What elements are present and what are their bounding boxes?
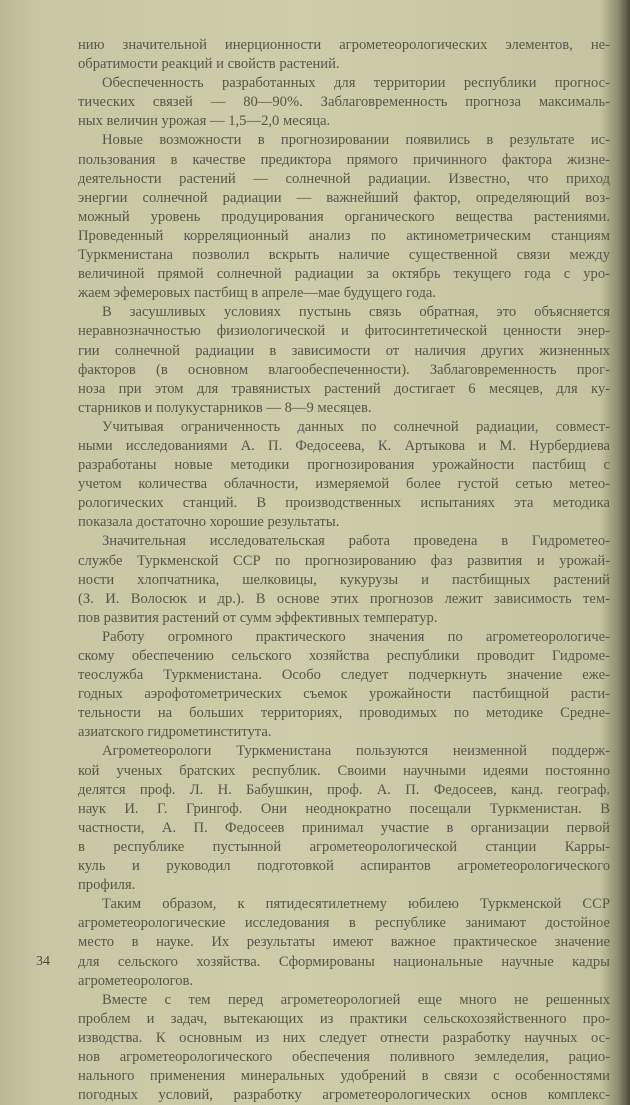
paragraph [78, 742, 610, 895]
text-line: Вместе с тем перед агрометеорологией еще много не решенных [102, 991, 610, 1008]
text-line: ности хлопчатника, шелковицы, кукурузы и пастбищных растений [78, 571, 610, 588]
text-line: Новые возможности в прогнозировании появились в результате ис- [102, 132, 610, 149]
paragraph [78, 418, 610, 533]
text-line: Значительная исследовательская работа проведена в Гидрометео- [102, 533, 610, 550]
text-line: проблем и задач, вытекающих из практики сельскохозяйственного про- [78, 1010, 610, 1027]
text-line: делятся проф. Л. Н. Бабушкин, проф. А. П. Федосеев, канд. географ. [78, 781, 610, 798]
text-line: Учитывая ограниченность данных по солнечной радиации, совмест- [102, 418, 610, 435]
text-line: изводства. К основным из них следует отнести разработку научных ос- [78, 1029, 610, 1046]
text-line: старников и полукустарников — 8—9 месяцев. [78, 399, 372, 416]
text-line: азиатского гидрометинститута. [78, 724, 272, 741]
text-line: службе Туркменской ССР по прогнозированию фаз развития и урожай- [78, 552, 610, 569]
text-line: тельности на больших территориях, проводимых по методике Средне- [78, 705, 610, 722]
page-number: 34 [36, 954, 50, 969]
paragraph [78, 131, 610, 303]
text-line: гии солнечной радиации в зависимости от наличия других жизненных [78, 342, 610, 359]
paragraph [78, 74, 610, 131]
text-line: нального применения минеральных удобрений в связи с особенностями [78, 1068, 610, 1085]
text-line: агрометеорологические исследования в республике занимают достойное [78, 915, 610, 932]
paragraph [78, 36, 610, 74]
text-line: Туркменистана позволил вскрыть наличие существенной связи между [78, 247, 610, 264]
text-line: факторов (в основном влагообеспеченности). Заблаговременность прог- [78, 361, 610, 378]
text-line: частности, А. П. Федосеев принимал участие в организации первой [78, 819, 610, 836]
paragraph [78, 991, 610, 1105]
text-line: кой ученых братских республик. Своими научными идеями постоянно [78, 762, 610, 779]
text-line: ных величин урожая — 1,5—2,0 месяца. [78, 113, 331, 130]
text-line: можный уровень продуцирования органического вещества растениями. [78, 208, 610, 225]
text-line: агрометеорологов. [78, 972, 194, 989]
text-line: погодных условий, разработку агрометеорологических основ комплекс- [78, 1087, 610, 1104]
text-line: скому обеспечению сельского хозяйства республики проводит Гидроме- [78, 648, 610, 664]
text-line: неравнозначностью физиологической и фитосинтетической ценности энер- [78, 323, 610, 340]
text-line: нов агрометеорологического обеспечения поливного земледелия, рацио- [78, 1048, 610, 1065]
text-line: ными исследованиями А. П. Федосеева, К. Артыкова и М. Нурбердиева [78, 437, 610, 454]
text-line: деятельности растений — солнечной радиации. Известно, что приход [78, 170, 610, 187]
text-line: (З. И. Волосюк и др.). В основе этих прогнозов лежит зависимость тем- [78, 590, 610, 607]
text-line: в республике пустынной агрометеорологической станции Карры- [78, 838, 610, 855]
text-line: жаем эфемеровых пастбищ в апреле—мае будущего года. [78, 285, 437, 302]
page-body-text [78, 36, 610, 1105]
text-line: Таким образом, к пятидесятилетнему юбилею Туркменской ССР [102, 896, 610, 913]
text-line: нию значительной инерционности агрометеорологических элементов, не- [78, 37, 610, 53]
text-line: место в науке. Их результаты имеют важное практическое значение [78, 934, 610, 951]
text-line: куль и руководил подготовкой аспирантов агрометеорологического [78, 858, 610, 875]
text-line: профиля. [78, 877, 136, 894]
text-line: Обеспеченность разработанных для территории республики прогнос- [102, 75, 610, 92]
text-line: теослужба Туркменистана. Особо следует подчеркнуть значение еже- [78, 667, 610, 684]
text-line: показала достаточно хорошие результаты. [78, 514, 340, 531]
text-line: энергии солнечной радиации — важнейший фактор, определяющий воз- [78, 189, 610, 206]
paragraph [78, 303, 610, 418]
text-line: годных аэрофотометрических съемок урожайности пастбищной расти- [78, 686, 610, 703]
text-line: ноза при этом для травянистых растений достигает 6 месяцев, для ку- [78, 380, 610, 397]
text-line: В засушливых условиях пустынь связь обратная, это объясняется [102, 304, 610, 321]
text-line: разработаны новые методики прогнозирования урожайности пастбищ с [78, 457, 610, 474]
text-line: Проведенный корреляционный анализ по актинометрическим станциям [78, 227, 610, 244]
text-line: для сельского хозяйства. Сформированы национальные научные кадры [78, 953, 610, 970]
text-line: пов развития растений от сумм эффективных температур. [78, 609, 438, 626]
text-line: тических связей — 80—90%. Заблаговременность прогноза максималь- [78, 94, 610, 111]
text-line: пользования в качестве предиктора прямого причинного фактора жизне- [78, 151, 610, 168]
paragraph [78, 895, 610, 990]
text-line: наук И. Г. Грингоф. Они неоднократно посещали Туркменистан. В [78, 800, 610, 817]
text-line: обратимости реакций и свойств растений. [78, 56, 340, 73]
paragraph [78, 628, 610, 743]
paragraph [78, 532, 610, 627]
text-line: Работу огромного практического значения по агрометеорологиче- [102, 628, 610, 645]
text-line: Агрометеорологи Туркменистана пользуются неизменной поддерж- [102, 743, 610, 760]
text-line: учетом количества облачности, измеряемой более густой сетью метео- [78, 476, 610, 493]
text-line: величиной прямой солнечной радиации за октябрь текущего года с уро- [78, 266, 610, 283]
text-line: рологических станций. В производственных испытаниях эта методика [78, 495, 610, 512]
